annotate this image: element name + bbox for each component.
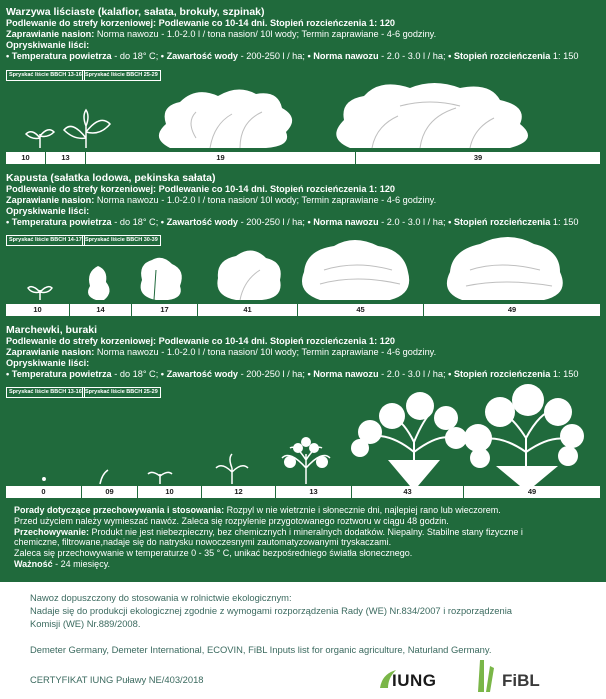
leaf-spray-label: Opryskiwanie liści: — [6, 358, 90, 368]
stage-bar — [6, 486, 600, 498]
stage-bar — [6, 304, 600, 316]
spray-tag: Spryskać liście BBCH 14-17 — [6, 235, 85, 246]
stage-label: 12 — [202, 486, 276, 498]
root-watering: Podlewanie do strefy korzeniowej: Podlewanie co 10-14 dni. Stopień rozcieńczenia 1: 120 — [6, 184, 396, 194]
stage-label: 13 — [276, 486, 352, 498]
root-watering: Podlewanie do strefy korzeniowej: Podlewanie co 10-14 dni. Stopień rozcieńczenia 1: 120 — [6, 18, 396, 28]
spray-tag: Spryskać liście BBCH 13-16 — [6, 70, 85, 81]
stage-bar — [6, 152, 600, 164]
stage-label: 13 — [46, 152, 86, 164]
seed-treatment: Zaprawianie nasion: Norma nawozu - 1.0-2.0 l / tona nasion/ 10l wody; Termin zaprawiane - 4-6 godziny. — [6, 195, 437, 205]
section-leafy — [6, 6, 600, 62]
stage-label: 49 — [507, 305, 517, 314]
stage-label: 0 — [6, 486, 82, 498]
spray-tag: Spryskać liście BBCH 30-39 — [82, 235, 161, 246]
stage-label: 14 — [70, 304, 132, 316]
spray-tag: Spryskać liście BBCH 13-16 — [6, 387, 85, 398]
carrot-plants-illustration — [0, 382, 606, 486]
iung-logo: IUNG — [392, 671, 437, 690]
spray-params: • Temperatura powietrza - do 18° C; • Zawartość wody - 200-250 l / ha; • Norma nawozu - 2.0 - 3.0 l / ha; • Stopień rozcieńczenia 1: 150 — [6, 369, 579, 379]
section-cabbage — [6, 172, 600, 228]
stage-label: 10 — [6, 304, 70, 316]
root-watering: Podlewanie do strefy korzeniowej: Podlewanie co 10-14 dni. Stopień rozcieńczenia 1: 120 — [6, 336, 396, 346]
spray-tag: Spryskać liście BBCH 25-29 — [82, 387, 161, 398]
stage-label: 19 — [86, 152, 356, 164]
stage-label: 39 — [473, 153, 483, 162]
seed-treatment: Zaprawianie nasion: Norma nawozu - 1.0-2.0 l / tona nasion/ 10l wody; Termin zaprawiane - 4-6 godziny. — [6, 29, 437, 39]
stage-label: 17 — [132, 304, 198, 316]
stage-label: 43 — [352, 486, 464, 498]
leaf-spray-label: Opryskiwanie liści: — [6, 206, 90, 216]
stage-label: 49 — [527, 487, 537, 496]
fibl-logo: FiBL — [502, 671, 540, 690]
regulation-text: Nadaje się do produkcji ekologicznej zgodnie z wymogami rozporządzenia Rady (WE) Nr.834/2007 i rozporządzenia — [30, 605, 513, 616]
stage-label: 41 — [198, 304, 298, 316]
stage-label: 09 — [82, 486, 138, 498]
leafy-plants-illustration — [0, 78, 606, 150]
stage-label: 10 — [138, 486, 202, 498]
section-title: Warzywa liściaste (kalafior, sałata, brokuły, szpinak) — [6, 6, 265, 18]
stage-label: 10 — [6, 152, 46, 164]
seed-treatment: Zaprawianie nasion: Norma nawozu - 1.0-2.0 l / tona nasion/ 10l wody; Termin zaprawiane - 4-6 godziny. — [6, 347, 437, 357]
spray-params: • Temperatura powietrza - do 18° C; • Zawartość wody - 200-250 l / ha; • Norma nawozu - 2.0 - 3.0 l / ha; • Stopień rozcieńczenia 1: 150 — [6, 51, 579, 61]
storage-notes: Porady dotyczące przechowywania i stosowania: Rozpyl w nie wietrznie i słonecznie dni, najlepiej rano lub wieczorem. Przed użyciem należy wymieszać nawóz. Zaleca się rozpylenie przygotowanego roztworu w ciągu 48 godzin. Przechowywanie: Produkt nie jest niebezpieczny, bez chemicznych i mineralnych dodatków. Niepalny. Stabilne stany fizyczne i chemiczne, filtrowane,nadaje się do natrysku nowoczesnymi zautomatyzowanymi tryskaczami. Zaleca się przechowywanie w temperaturze 0 - 35 ° C, unikać bezpośredniego światła słonecznego. Ważność - 24 miesięcy. — [14, 505, 523, 569]
section-title: Marchewki, buraki — [6, 324, 98, 336]
section-title: Kapusta (sałatka lodowa, pekinska sałata) — [6, 172, 216, 184]
spray-params: • Temperatura powietrza - do 18° C; • Zawartość wody - 200-250 l / ha; • Norma nawozu - 2.0 - 3.0 l / ha; • Stopień rozcieńczenia 1: 150 — [6, 217, 579, 227]
cabbage-plants-illustration — [0, 230, 606, 302]
leaf-spray-label: Opryskiwanie liści: — [6, 40, 90, 50]
certificate-number: CERTYFIKAT IUNG Puławy NE/403/2018 — [30, 674, 204, 685]
fibl-logo-icon — [472, 656, 500, 694]
regulation-text: Komisji (WE) Nr.889/2008. — [30, 618, 141, 629]
stage-label: 45 — [298, 304, 424, 316]
organic-approval-heading: Nawoz dopuszczony do stosowania w rolnictwie ekologicznym: — [30, 592, 292, 603]
certifications-list: Demeter Germany, Demeter International, ECOVIN, FiBL Inputs list for organic agriculture, Naturland Germany. — [30, 644, 492, 655]
section-carrots — [6, 324, 600, 380]
spray-tag: Spryskać liście BBCH 25-29 — [82, 70, 161, 81]
